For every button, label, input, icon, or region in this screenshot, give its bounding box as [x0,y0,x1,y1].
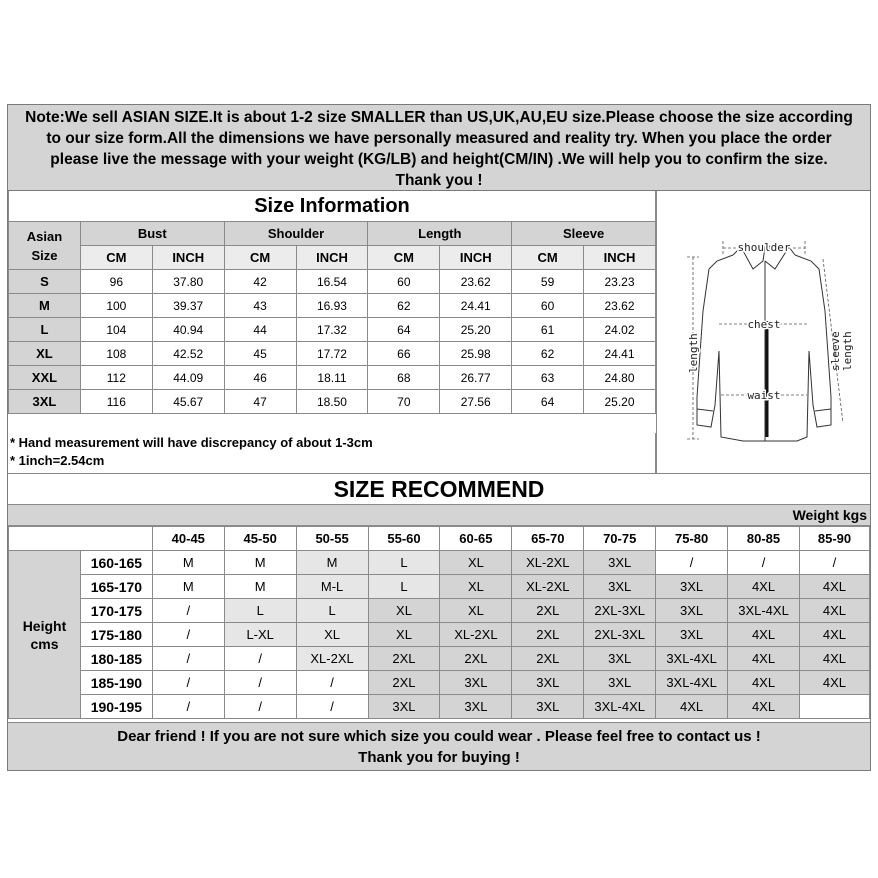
size-information-title: Size Information [9,191,656,222]
measurement-cell: 47 [224,390,296,414]
recommended-size-cell: XL-2XL [512,551,584,575]
measurement-cell: 27.56 [440,390,512,414]
measurement-cell: 60 [512,294,584,318]
recommended-size-cell: XL [296,623,368,647]
recommended-size-cell: 3XL [656,623,728,647]
weight-range: 40-45 [152,527,224,551]
weight-header: Weight kgs [8,505,870,526]
height-row [9,599,870,623]
chest-label: chest [747,318,781,331]
recommended-size-cell: M [152,551,224,575]
height-range: 170-175 [80,599,152,623]
length-label: length [687,333,700,373]
note-banner [8,105,870,191]
weight-range: 45-50 [224,527,296,551]
recommended-size-cell: 3XL [584,575,656,599]
recommended-size-cell: M [296,551,368,575]
recommended-size-cell: L [224,599,296,623]
measurement-cell: 42 [224,270,296,294]
size-recommend-table [8,526,870,719]
measurement-cell: 23.62 [440,270,512,294]
measurement-cell: 45 [224,342,296,366]
size-label: XL [9,342,81,366]
recommended-size-cell: 4XL [728,647,800,671]
recommended-size-cell: / [656,551,728,575]
recommended-size-cell: 2XL [512,647,584,671]
measurement-cell: 62 [512,342,584,366]
size-row [9,318,656,342]
measurement-cell: 96 [80,270,152,294]
measurement-cell: 108 [80,342,152,366]
shirt-diagram [656,191,870,473]
note-discrepancy: * Hand measurement will have discrepancy of about 1-3cm [10,435,373,450]
recommended-size-cell: 3XL [440,671,512,695]
measurement-cell: 24.41 [440,294,512,318]
recommended-size-cell: / [152,599,224,623]
recommended-size-cell: XL [440,575,512,599]
unit-header: INCH [440,246,512,270]
measurement-cell: 60 [368,270,440,294]
size-row [9,294,656,318]
height-range: 175-180 [80,623,152,647]
measurement-cell: 45.67 [152,390,224,414]
size-row [9,366,656,390]
height-header [9,551,81,719]
height-unit-label: cms [30,635,59,652]
weight-range: 50-55 [296,527,368,551]
note-line: Thank you ! [395,172,483,189]
measurement-cell: 42.52 [152,342,224,366]
size-label: XXL [9,366,81,390]
recommended-size-cell: XL-2XL [296,647,368,671]
measurement-cell: 64 [512,390,584,414]
measurement-cell: 26.77 [440,366,512,390]
weight-range: 75-80 [656,527,728,551]
recommended-size-cell: M-L [296,575,368,599]
height-row [9,695,870,719]
size-label: L [9,318,81,342]
measurement-cell: 23.23 [584,270,656,294]
measurement-cell: 16.54 [296,270,368,294]
recommended-size-cell: 4XL [728,575,800,599]
measurement-cell: 23.62 [584,294,656,318]
size-row [9,270,656,294]
recommended-size-cell: 4XL [799,599,869,623]
recommended-size-cell: 3XL [512,671,584,695]
measurement-cell: 37.80 [152,270,224,294]
recommended-size-cell: L [368,551,440,575]
group-header-length: Length [368,222,512,246]
recommended-size-cell: XL-2XL [440,623,512,647]
height-row [9,575,870,599]
weight-range: 80-85 [728,527,800,551]
recommended-size-cell: / [728,551,800,575]
recommended-size-cell: 2XL [440,647,512,671]
weight-range: 55-60 [368,527,440,551]
recommended-size-cell: / [224,647,296,671]
recommended-size-cell: 3XL [368,695,440,719]
height-range: 180-185 [80,647,152,671]
size-row [9,390,656,414]
recommended-size-cell: 3XL-4XL [584,695,656,719]
recommended-size-cell: XL-2XL [512,575,584,599]
measurement-cell: 63 [512,366,584,390]
weight-range: 65-70 [512,527,584,551]
recommended-size-cell: / [152,647,224,671]
recommended-size-cell: 3XL [584,671,656,695]
size-recommend-title: SIZE RECOMMEND [8,473,870,505]
recommended-size-cell: 4XL [728,671,800,695]
recommended-size-cell: 3XL [656,575,728,599]
recommended-size-cell: 2XL [512,599,584,623]
recommended-size-cell: 3XL [584,551,656,575]
measurement-cell: 25.20 [440,318,512,342]
unit-header: CM [80,246,152,270]
recommended-size-cell: L-XL [224,623,296,647]
measurement-cell: 46 [224,366,296,390]
group-header-bust: Bust [80,222,224,246]
footer-line: Dear friend ! If you are not sure which size you could wear . Please feel free to contact us ! [117,728,761,745]
measurement-cell: 18.50 [296,390,368,414]
size-row [9,342,656,366]
measurement-cell: 64 [368,318,440,342]
unit-header: INCH [296,246,368,270]
unit-header: CM [512,246,584,270]
recommended-size-cell: XL [368,623,440,647]
recommended-size-cell: 4XL [656,695,728,719]
note-line: please live the message with your weight (KG/LB) and height(CM/IN) .We will help you to confirm the size. [50,151,828,168]
recommended-size-cell: 3XL-4XL [728,599,800,623]
weight-range: 70-75 [584,527,656,551]
measurement-notes [8,433,656,473]
measurement-cell: 61 [512,318,584,342]
measurement-cell: 68 [368,366,440,390]
recommended-size-cell: 4XL [728,623,800,647]
measurement-cell: 43 [224,294,296,318]
asian-size-label: Size [31,247,58,263]
measurement-cell: 24.80 [584,366,656,390]
height-row [9,647,870,671]
measurement-cell: 70 [368,390,440,414]
asian-size-label: Asian [26,228,63,244]
recommended-size-cell: M [224,551,296,575]
size-information-table [8,191,656,414]
size-chart [7,104,871,771]
unit-header: INCH [152,246,224,270]
recommended-size-cell: 4XL [799,647,869,671]
shoulder-label: shoulder [737,241,791,254]
recommended-size-cell: 3XL [656,599,728,623]
recommended-size-cell: XL [440,551,512,575]
measurement-cell: 17.32 [296,318,368,342]
weight-range: 60-65 [440,527,512,551]
recommended-size-cell: 3XL-4XL [656,671,728,695]
recommended-size-cell: 3XL-4XL [656,647,728,671]
recommended-size-cell: / [224,695,296,719]
size-label: 3XL [9,390,81,414]
recommended-size-cell: 3XL [584,647,656,671]
measurement-cell: 116 [80,390,152,414]
recommended-size-cell: 4XL [799,671,869,695]
note-inch-conversion: * 1inch=2.54cm [10,453,105,468]
waist-label: waist [747,389,781,402]
recommended-size-cell: / [296,695,368,719]
unit-header: CM [224,246,296,270]
recommended-size-cell: / [152,695,224,719]
note-line: Note:We sell ASIAN SIZE.It is about 1-2 size SMALLER than US,UK,AU,EU size.Please choose the size according [25,109,853,126]
recommended-size-cell: 3XL [512,695,584,719]
measurement-cell: 18.11 [296,366,368,390]
measurement-cell: 16.93 [296,294,368,318]
recommended-size-cell: 2XL-3XL [584,623,656,647]
recommended-size-cell [799,695,869,719]
height-range: 185-190 [80,671,152,695]
measurement-cell: 104 [80,318,152,342]
measurement-cell: 39.37 [152,294,224,318]
measurement-cell: 24.41 [584,342,656,366]
measurement-cell: 25.20 [584,390,656,414]
recommended-size-cell: / [799,551,869,575]
recommended-size-cell: 4XL [799,575,869,599]
measurement-cell: 100 [80,294,152,318]
group-header-sleeve: Sleeve [512,222,656,246]
recommended-size-cell: 2XL-3XL [584,599,656,623]
height-range: 160-165 [80,551,152,575]
recommended-size-cell: M [224,575,296,599]
recommended-size-cell: 3XL [440,695,512,719]
measurement-cell: 44.09 [152,366,224,390]
height-row [9,551,870,575]
recommended-size-cell: 4XL [799,623,869,647]
recommended-size-cell: / [152,623,224,647]
group-header-shoulder: Shoulder [224,222,368,246]
recommended-size-cell: M [152,575,224,599]
size-label: M [9,294,81,318]
recommended-size-cell: L [368,575,440,599]
sleeve-length-label: length [841,331,854,371]
height-range: 165-170 [80,575,152,599]
footer-banner [8,722,870,770]
measurement-cell: 44 [224,318,296,342]
recommended-size-cell: XL [440,599,512,623]
recommended-size-cell: 2XL [368,647,440,671]
measurement-cell: 59 [512,270,584,294]
recommended-size-cell: / [224,671,296,695]
measurement-cell: 112 [80,366,152,390]
sleeve-label: sleeve [829,331,842,371]
recommended-size-cell: 2XL [512,623,584,647]
height-label: Height [22,617,67,634]
recommended-size-cell: L [296,599,368,623]
measurement-cell: 62 [368,294,440,318]
unit-header: CM [368,246,440,270]
measurement-cell: 17.72 [296,342,368,366]
footer-line: Thank you for buying ! [358,749,520,766]
measurement-cell: 66 [368,342,440,366]
shirt-illustration [657,191,869,473]
recommended-size-cell: / [152,671,224,695]
recommended-size-cell: 2XL [368,671,440,695]
recommended-size-cell: 4XL [728,695,800,719]
weight-range: 85-90 [799,527,869,551]
unit-header: INCH [584,246,656,270]
size-label: S [9,270,81,294]
measurement-cell: 25.98 [440,342,512,366]
height-row [9,671,870,695]
corner-cell [9,527,153,551]
note-line: to our size form.All the dimensions we have personally measured and reality try. When you place the order [46,130,832,147]
recommended-size-cell: / [296,671,368,695]
recommended-size-cell: XL [368,599,440,623]
height-range: 190-195 [80,695,152,719]
asian-size-header [9,222,81,270]
height-row [9,623,870,647]
measurement-cell: 40.94 [152,318,224,342]
measurement-cell: 24.02 [584,318,656,342]
